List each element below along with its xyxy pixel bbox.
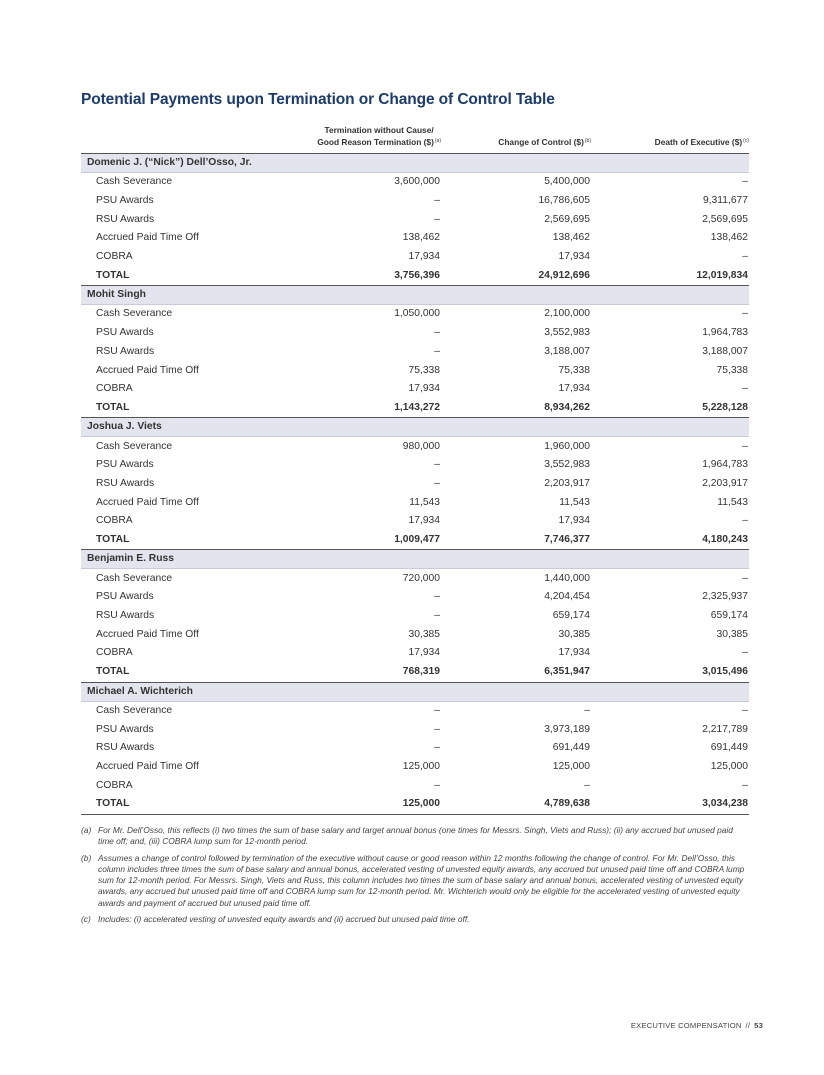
footnote-b: (b) Assumes a change of control followed by termination of the executive without cause or good reason within 12 months following the change of control. For Mr. Dell’Osso, this column includes three times the sum of base salary and annual bonus, accelerated vesting of unvested equity awards, any accrued but unused paid time off and COBRA lump sum for 12-month period. For Messrs. Singh, Viets and Russ, this column includes two times the sum of base salary and annual bonus, accelerated vesting of unvested equity awards, any accrued but unused paid time off and COBRA lump sum for 12-month period. Mr. Wichterich would only be eligible for the accelerated vesting of unvested equity awards and payment of accrued but unused paid time off. <box>81 852 745 908</box>
value-change-of-control: 17,934 <box>558 515 590 527</box>
value-termination: 3,756,396 <box>281 266 441 285</box>
table-row <box>81 380 749 399</box>
table-row <box>81 475 749 494</box>
value-death: 5,228,128 <box>591 399 749 418</box>
value-change-of-control: 75,338 <box>558 364 590 376</box>
row-label: COBRA <box>96 251 133 263</box>
value-termination: 768,319 <box>281 663 441 682</box>
value-death: 30,385 <box>716 628 748 640</box>
value-change-of-control: 8,934,262 <box>441 399 591 418</box>
value-change-of-control: 4,789,638 <box>441 795 591 814</box>
row-label: COBRA <box>96 779 133 791</box>
value-change-of-control: 1,440,000 <box>544 572 590 584</box>
value-termination: 30,385 <box>408 628 440 640</box>
row-label: PSU Awards <box>96 327 154 339</box>
value-death: 1,964,783 <box>702 459 748 471</box>
table-row <box>81 512 749 531</box>
row-label: TOTAL <box>81 663 281 682</box>
value-termination: 17,934 <box>408 647 440 659</box>
row-label: RSU Awards <box>96 345 155 357</box>
value-change-of-control: – <box>584 779 590 791</box>
executive-name: Michael A. Wichterich <box>81 682 749 701</box>
value-termination: 1,050,000 <box>394 308 440 320</box>
value-termination: – <box>434 213 440 225</box>
page-number: 53 <box>754 1021 763 1030</box>
table-row <box>81 229 749 248</box>
value-change-of-control: 3,552,983 <box>544 327 590 339</box>
row-label: Cash Severance <box>96 440 173 452</box>
footnote-a: (a) For Mr. Dell’Osso, this reflects (i) two times the sum of base salary and target annual bonus (one times for Messrs. Singh, Viets and Russ); (ii) any accrued but unused paid time off; and, (iii) COBRA lump sum for 12-month period. <box>81 825 733 847</box>
value-termination: – <box>434 195 440 207</box>
table-row <box>81 456 749 475</box>
value-death: 11,543 <box>717 496 748 508</box>
value-change-of-control: 16,786,605 <box>538 195 590 207</box>
value-death: 659,174 <box>710 610 748 622</box>
value-change-of-control: 3,552,983 <box>544 459 590 471</box>
executive-name: Benjamin E. Russ <box>81 550 749 569</box>
value-termination: 720,000 <box>402 572 440 584</box>
value-death: 75,338 <box>716 364 748 376</box>
value-termination: 980,000 <box>402 440 440 452</box>
table-header-row <box>81 125 749 154</box>
value-death: – <box>742 440 748 452</box>
value-termination: 1,009,477 <box>281 531 441 550</box>
header-termination-without-cause: Termination without Cause/ Good Reason Termination ($)$^{(a)}$ <box>281 125 441 154</box>
row-label: Cash Severance <box>96 176 173 188</box>
row-label: Accrued Paid Time Off <box>96 364 199 376</box>
table-row <box>81 758 749 777</box>
value-change-of-control: 17,934 <box>558 383 590 395</box>
executive-name-row <box>81 286 749 305</box>
table-row <box>81 493 749 512</box>
row-label: Accrued Paid Time Off <box>96 628 199 640</box>
value-termination: 1,143,272 <box>281 399 441 418</box>
value-death: 2,203,917 <box>702 477 748 489</box>
value-termination: – <box>434 610 440 622</box>
footnote-ref-a: (a) <box>434 138 441 144</box>
footnotes <box>81 825 749 930</box>
footer-section: EXECUTIVE COMPENSATION <box>630 1021 742 1030</box>
row-label: Cash Severance <box>96 704 173 716</box>
value-termination: 75,338 <box>408 364 440 376</box>
value-change-of-control: 7,746,377 <box>441 531 591 550</box>
table-row <box>81 625 749 644</box>
value-death: 4,180,243 <box>591 531 749 550</box>
value-change-of-control: 1,960,000 <box>544 440 590 452</box>
value-change-of-control: 2,100,000 <box>544 308 590 320</box>
header-label-column <box>81 125 281 154</box>
executive-name-row <box>81 682 749 701</box>
value-death: 1,964,783 <box>702 327 748 339</box>
value-change-of-control: 3,973,189 <box>544 723 590 735</box>
value-death: – <box>742 647 748 659</box>
value-termination: 17,934 <box>408 383 440 395</box>
row-label: TOTAL <box>81 399 281 418</box>
value-termination: 17,934 <box>408 515 440 527</box>
row-label: TOTAL <box>81 266 281 285</box>
row-label: Accrued Paid Time Off <box>96 232 199 244</box>
value-death: 3,034,238 <box>591 795 749 814</box>
row-label: Accrued Paid Time Off <box>96 760 199 772</box>
value-termination: – <box>434 345 440 357</box>
table-row <box>81 324 749 343</box>
value-termination: – <box>434 723 440 735</box>
value-change-of-control: 659,174 <box>552 610 590 622</box>
row-label: Accrued Paid Time Off <box>96 496 199 508</box>
value-change-of-control: 30,385 <box>558 628 590 640</box>
total-row <box>81 663 749 682</box>
row-label: Cash Severance <box>96 572 173 584</box>
value-termination: – <box>434 742 440 754</box>
footnote-ref-c: (c) <box>743 138 749 144</box>
value-death: 9,311,677 <box>702 195 748 207</box>
value-termination: – <box>434 591 440 603</box>
table-body <box>81 154 749 815</box>
row-label: Cash Severance <box>96 308 173 320</box>
value-death: – <box>742 251 748 263</box>
value-death: 2,217,789 <box>702 723 748 735</box>
executive-name: Joshua J. Viets <box>81 418 749 437</box>
footnote-c: (c) Includes: (i) accelerated vesting of unvested equity awards and (ii) accrued but unused paid time off. <box>81 914 470 925</box>
row-label: RSU Awards <box>96 742 155 754</box>
row-label: RSU Awards <box>96 213 155 225</box>
header-death-of-executive: Death of Executive ($)$^{(c)}$ <box>591 125 749 154</box>
row-label: PSU Awards <box>96 591 154 603</box>
value-death: 12,019,834 <box>591 266 749 285</box>
total-row <box>81 795 749 814</box>
value-death: – <box>742 779 748 791</box>
value-termination: 3,600,000 <box>394 176 440 188</box>
table-row <box>81 776 749 795</box>
page-footer <box>631 1021 763 1030</box>
value-termination: 125,000 <box>281 795 441 814</box>
table-row <box>81 437 749 456</box>
table-row <box>81 701 749 720</box>
executive-name-row <box>81 550 749 569</box>
value-death: 691,449 <box>710 742 748 754</box>
executive-name: Domenic J. (“Nick”) Dell’Osso, Jr. <box>81 154 749 173</box>
header-change-of-control: Change of Control ($)$^{(b)}$ <box>441 125 591 154</box>
table-row <box>81 361 749 380</box>
value-termination: – <box>434 327 440 339</box>
row-label: RSU Awards <box>96 477 155 489</box>
value-termination: 138,462 <box>402 232 440 244</box>
value-change-of-control: 5,400,000 <box>544 176 590 188</box>
table-row <box>81 720 749 739</box>
table-row <box>81 569 749 588</box>
row-label: PSU Awards <box>96 195 154 207</box>
value-death: 3,188,007 <box>702 345 748 357</box>
table-row <box>81 173 749 192</box>
table-row <box>81 343 749 362</box>
value-termination: 11,543 <box>409 496 440 508</box>
page-title: Potential Payments upon Termination or Change of Control Table <box>81 91 555 108</box>
value-change-of-control: 3,188,007 <box>544 345 590 357</box>
value-death: 3,015,496 <box>591 663 749 682</box>
table-row <box>81 210 749 229</box>
row-label: RSU Awards <box>96 610 155 622</box>
table-row <box>81 644 749 663</box>
table-row <box>81 607 749 626</box>
footnote-ref-b: (b) <box>584 138 591 144</box>
value-change-of-control: 2,203,917 <box>544 477 590 489</box>
value-change-of-control: – <box>584 704 590 716</box>
executive-name-row <box>81 418 749 437</box>
total-row <box>81 531 749 550</box>
value-death: – <box>742 383 748 395</box>
table-row <box>81 248 749 267</box>
value-death: – <box>742 704 748 716</box>
value-change-of-control: 138,462 <box>552 232 590 244</box>
value-death: 2,569,695 <box>702 213 748 225</box>
value-change-of-control: 17,934 <box>558 251 590 263</box>
value-termination: 125,000 <box>402 760 440 772</box>
table-row <box>81 305 749 324</box>
total-row <box>81 266 749 285</box>
value-termination: – <box>434 477 440 489</box>
row-label: PSU Awards <box>96 723 154 735</box>
value-death: – <box>742 176 748 188</box>
value-death: – <box>742 308 748 320</box>
value-death: 2,325,937 <box>702 591 748 603</box>
value-termination: – <box>434 704 440 716</box>
value-change-of-control: 17,934 <box>558 647 590 659</box>
row-label: COBRA <box>96 383 133 395</box>
value-death: 125,000 <box>710 760 748 772</box>
value-change-of-control: 2,569,695 <box>544 213 590 225</box>
value-change-of-control: 6,351,947 <box>441 663 591 682</box>
value-change-of-control: 4,204,454 <box>544 591 590 603</box>
table-row <box>81 192 749 211</box>
value-change-of-control: 125,000 <box>552 760 590 772</box>
value-termination: 17,934 <box>408 251 440 263</box>
footer-separator: // <box>745 1021 751 1030</box>
payments-table <box>81 125 749 815</box>
row-label: TOTAL <box>81 531 281 550</box>
value-death: – <box>742 515 748 527</box>
value-change-of-control: 24,912,696 <box>441 266 591 285</box>
value-termination: – <box>434 459 440 471</box>
row-label: COBRA <box>96 647 133 659</box>
table-row <box>81 588 749 607</box>
value-change-of-control: 691,449 <box>552 742 590 754</box>
executive-name: Mohit Singh <box>81 286 749 305</box>
value-death: – <box>742 572 748 584</box>
value-change-of-control: 11,543 <box>559 496 590 508</box>
row-label: PSU Awards <box>96 459 154 471</box>
value-termination: – <box>434 779 440 791</box>
table-row <box>81 739 749 758</box>
row-label: COBRA <box>96 515 133 527</box>
row-label: TOTAL <box>81 795 281 814</box>
value-death: 138,462 <box>710 232 748 244</box>
total-row <box>81 399 749 418</box>
executive-name-row <box>81 154 749 173</box>
